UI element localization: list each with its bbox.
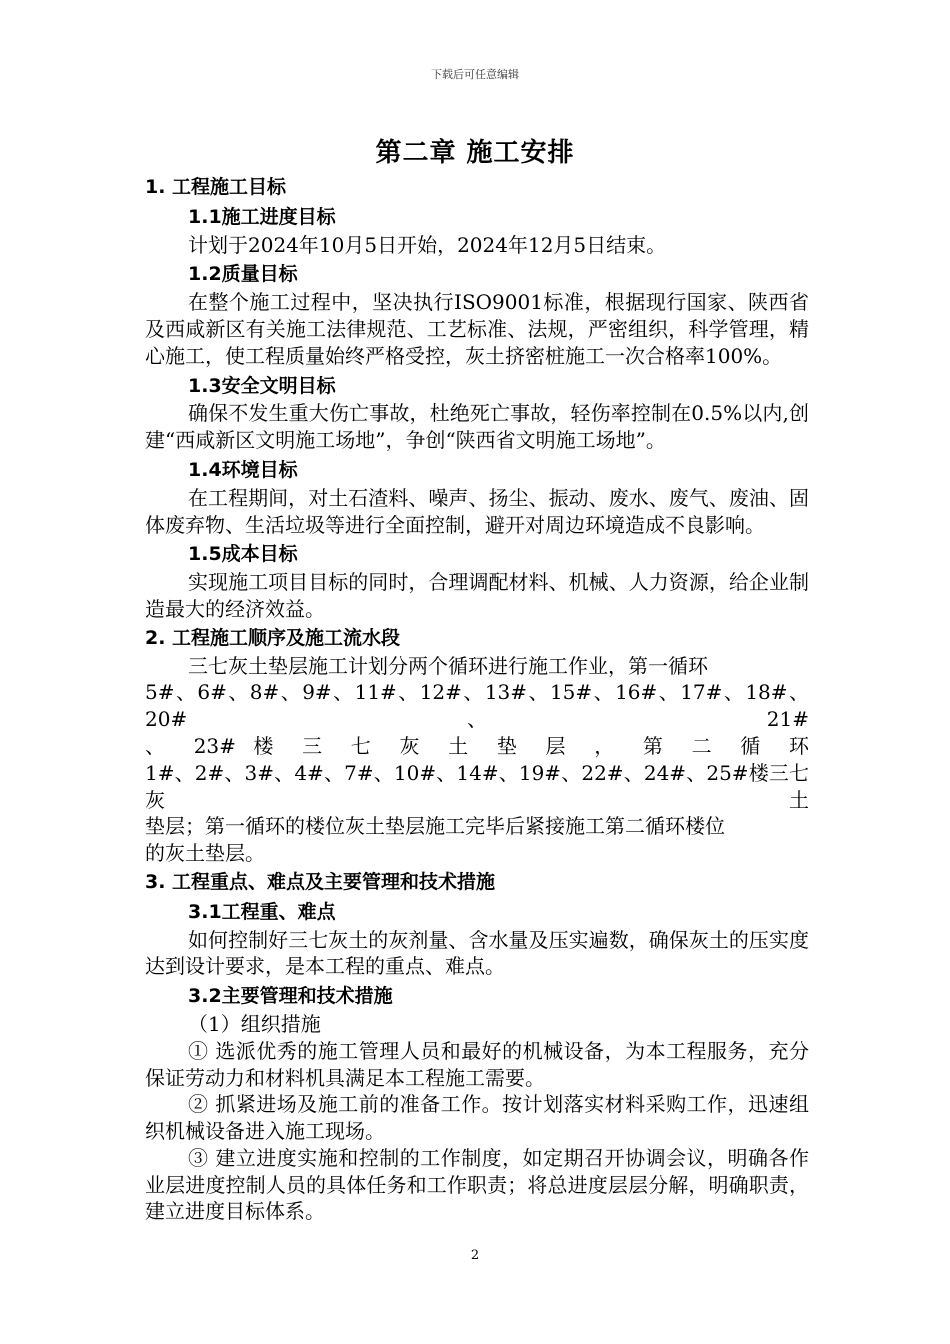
section-2-line-5: 垫层；第一循环的楼位灰土垫层施工完毕后紧接施工第二循环楼位 (145, 814, 725, 839)
section-3-2-heading: 3.2主要管理和技术措施 (188, 985, 393, 1008)
section-2-line-2: 5#、6#、8#、9#、11#、12#、13#、15#、16#、17#、18#、20#、21# (145, 680, 809, 732)
section-2-heading: 2. 工程施工顺序及施工流水段 (145, 626, 401, 649)
section-1-2-heading: 1.2质量目标 (188, 263, 298, 286)
section-3-heading: 3. 工程重点、难点及主要管理和技术措施 (145, 870, 496, 893)
section-1-heading: 1. 工程施工目标 (145, 176, 287, 198)
section-2-paragraph (145, 653, 809, 867)
measure-item-2: ② 抓紧进场及施工前的准备工作。按计划落实材料采购工作，迅速组织机械设备进入施工现场。 (145, 1092, 809, 1144)
header-note: 下载后可任意编辑 (431, 68, 519, 81)
section-1-3-heading: 1.3安全文明目标 (188, 374, 336, 397)
page-number: 2 (470, 1248, 480, 1263)
section-1-5-heading: 1.5成本目标 (188, 543, 298, 566)
section-2-line-3: 、 23# 楼 三 七 灰 土 垫 层 ， 第 二 循 环 (145, 733, 809, 758)
section-1-3-text: 确保不发生重大伤亡事故，杜绝死亡事故，轻伤率控制在0.5%以内,创建“西咸新区文明施工场地”，争创“陕西省文明施工场地”。 (145, 401, 809, 453)
section-3-2-subheading: （1）组织措施 (188, 1011, 321, 1036)
section-1-2-text: 在整个施工过程中，坚决执行ISO9001标准，根据现行国家、陕西省及西咸新区有关施工法律规范、工艺标准、法规，严密组织，科学管理，精心施工，使工程质量始终严格受控，灰土挤密桩施工一次合格率100%。 (145, 290, 809, 368)
section-2-line-6: 的灰土垫层。 (145, 841, 265, 866)
section-2-line-4: 1#、2#、3#、4#、7#、10#、14#、19#、22#、24#、25#楼三七灰土 (145, 760, 809, 812)
section-1-4-heading: 1.4环境目标 (188, 458, 298, 481)
measure-item-1: ① 选派优秀的施工管理人员和最好的机械设备，为本工程服务，充分保证劳动力和材料机具满足本工程施工需要。 (145, 1038, 809, 1090)
section-1-1-heading: 1.1施工进度目标 (188, 205, 336, 228)
section-1-4-text: 在工程期间，对土石渣料、噪声、扬尘、振动、废水、废气、废油、固体废弃物、生活垃圾等进行全面控制，避开对周边环境造成不良影响。 (145, 485, 809, 537)
section-2-line-1: 三七灰土垫层施工计划分两个循环进行施工作业，第一循环 (188, 653, 708, 678)
document-body (145, 172, 809, 1225)
section-3-1-text: 如何控制好三七灰土的灰剂量、含水量及压实遍数，确保灰土的压实度达到设计要求，是本工程的重点、难点。 (145, 927, 809, 979)
section-1-1-text: 计划于2024年10月5日开始，2024年12月5日结束。 (188, 232, 667, 257)
measure-item-3: ③ 建立进度实施和控制的工作制度，如定期召开协调会议，明确各作业层进度控制人员的具体任务和工作职责；将总进度层层分解，明确职责，建立进度目标体系。 (145, 1145, 809, 1224)
section-3-1-heading: 3.1工程重、难点 (188, 900, 336, 923)
chapter-title: 第二章 施工安排 (375, 138, 575, 168)
section-1-5-text: 实现施工项目目标的同时，合理调配材料、机械、人力资源，给企业制造最大的经济效益。 (145, 570, 809, 621)
